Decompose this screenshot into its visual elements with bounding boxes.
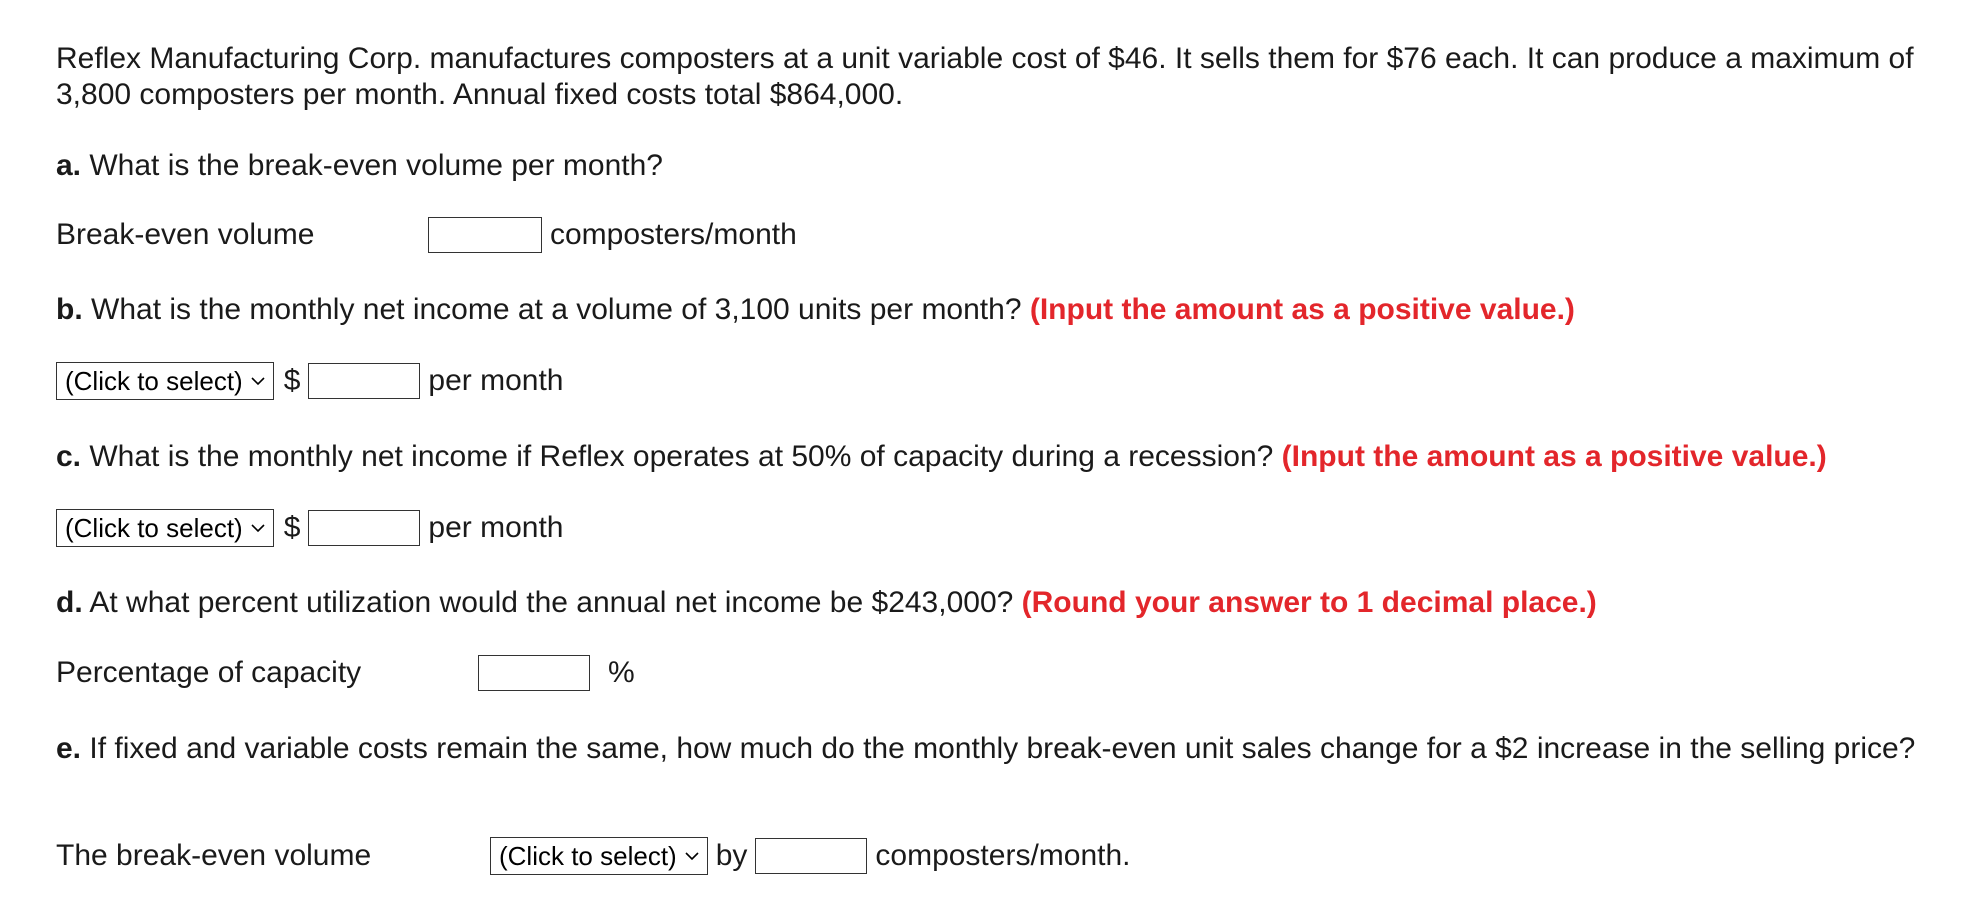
percentage-of-capacity-input[interactable]	[478, 655, 590, 691]
break-even-volume-change-label: The break-even volume	[56, 839, 372, 872]
answer-d-unit: %	[608, 656, 635, 689]
answer-a-unit: composters/month	[550, 218, 797, 251]
answer-e-row	[490, 837, 1131, 875]
answer-b-select[interactable]	[56, 362, 274, 400]
answer-b-unit: per month	[428, 364, 564, 397]
answer-c-currency: $	[283, 511, 301, 544]
question-c-note: (Input the amount as a positive value.)	[1281, 440, 1827, 473]
question-b-letter: b.	[56, 293, 83, 326]
question-c	[56, 439, 1827, 475]
question-b-note: (Input the amount as a positive value.)	[1029, 293, 1575, 326]
answer-b-currency: $	[283, 364, 301, 397]
question-d	[56, 585, 1597, 621]
chevron-down-icon	[249, 372, 267, 390]
break-even-volume-input[interactable]	[428, 217, 542, 253]
question-d-text: At what percent utilization would the annual net income be $243,000?	[82, 586, 1022, 619]
answer-c-select-label: (Click to select)	[65, 513, 243, 543]
question-e-text: If fixed and variable costs remain the same, how much do the monthly break-even unit sales change for a $2 increase in the selling price?	[81, 732, 1916, 765]
intro-text: Reflex Manufacturing Corp. manufactures composters at a unit variable cost of $46. It sells them for $76 each. It can produce a maximum of 3,800 composters per month. Annual fixed costs total $864,000.	[56, 42, 1914, 111]
answer-b-select-label: (Click to select)	[65, 366, 243, 396]
answer-a-row	[428, 216, 797, 254]
question-e	[56, 731, 1936, 767]
chevron-down-icon	[249, 519, 267, 537]
question-d-note: (Round your answer to 1 decimal place.)	[1021, 586, 1597, 619]
break-even-volume-label: Break-even volume	[56, 218, 315, 251]
problem-intro	[56, 41, 1936, 113]
question-b	[56, 292, 1575, 328]
answer-c-unit: per month	[428, 511, 564, 544]
chevron-down-icon	[683, 847, 701, 865]
question-d-letter: d.	[56, 586, 83, 619]
break-even-change-input[interactable]	[755, 838, 867, 874]
question-a	[56, 148, 663, 184]
question-e-letter: e.	[56, 732, 82, 765]
question-c-text: What is the monthly net income if Reflex operates at 50% of capacity during a recession?	[81, 440, 1282, 473]
answer-e-by: by	[715, 839, 748, 872]
answer-e-select-label: (Click to select)	[499, 841, 677, 871]
percentage-of-capacity-label: Percentage of capacity	[56, 656, 362, 689]
question-a-text: What is the break-even volume per month?	[81, 149, 663, 182]
answer-b-row	[56, 362, 563, 400]
question-a-letter: a.	[56, 149, 82, 182]
answer-c-row	[56, 509, 563, 547]
answer-e-unit: composters/month.	[875, 839, 1131, 872]
answer-e-select[interactable]	[490, 837, 708, 875]
answer-d-row	[478, 654, 635, 692]
answer-c-select[interactable]	[56, 509, 274, 547]
net-income-b-input[interactable]	[308, 363, 420, 399]
question-b-text: What is the monthly net income at a volume of 3,100 units per month?	[82, 293, 1030, 326]
question-c-letter: c.	[56, 440, 82, 473]
net-income-c-input[interactable]	[308, 510, 420, 546]
